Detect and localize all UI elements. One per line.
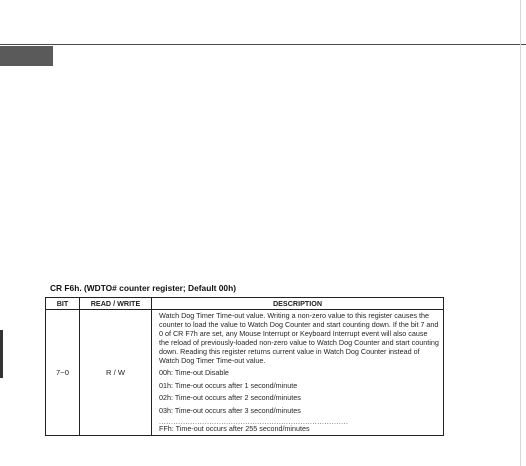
header-rule: [0, 44, 526, 45]
option-03h: 03h: Time-out occurs after 3 second/minutes: [159, 405, 301, 415]
chapter-tab: [0, 46, 53, 66]
header-read-write: READ / WRITE: [80, 298, 152, 310]
table-row: [46, 310, 444, 436]
header-bit: BIT: [46, 298, 80, 310]
option-01h: 01h: Time-out occurs after 1 second/minute: [159, 380, 298, 390]
option-ellipsis: ...............................................................................: [159, 418, 349, 425]
cell-description: [152, 310, 444, 436]
option-ffh: FFh: Time-out occurs after 255 second/minutes: [159, 423, 310, 433]
cell-read-write: R / W: [80, 310, 152, 436]
option-02h: 02h: Time-out occurs after 2 second/minutes: [159, 393, 301, 403]
table-header-row: [46, 298, 444, 310]
margin-mark: [0, 330, 3, 378]
option-00h: 00h: Time-out Disable: [159, 368, 229, 378]
description-text: Watch Dog Timer Time-out value. Writing a non-zero value to this register causes the counter to load the value to Watch Dog Counter and start counting down. If the bit 7 and 0 of CR F7h are set, any Mouse Interrupt or Keyboard Interrupt event will also cause the reload of previously-loaded non-zero value to Watch Dog Counter and start counting down. Reading this register returns current value in Watch Dog Counter instead of Watch Dog Timer Time-out value.: [159, 311, 439, 365]
register-caption: CR F6h. (WDTO# counter register; Default 00h): [50, 283, 236, 293]
cell-bit: 7~0: [46, 310, 80, 436]
page-edge-rule: [520, 0, 521, 466]
register-table: [45, 297, 444, 436]
header-description: DESCRIPTION: [152, 298, 444, 310]
